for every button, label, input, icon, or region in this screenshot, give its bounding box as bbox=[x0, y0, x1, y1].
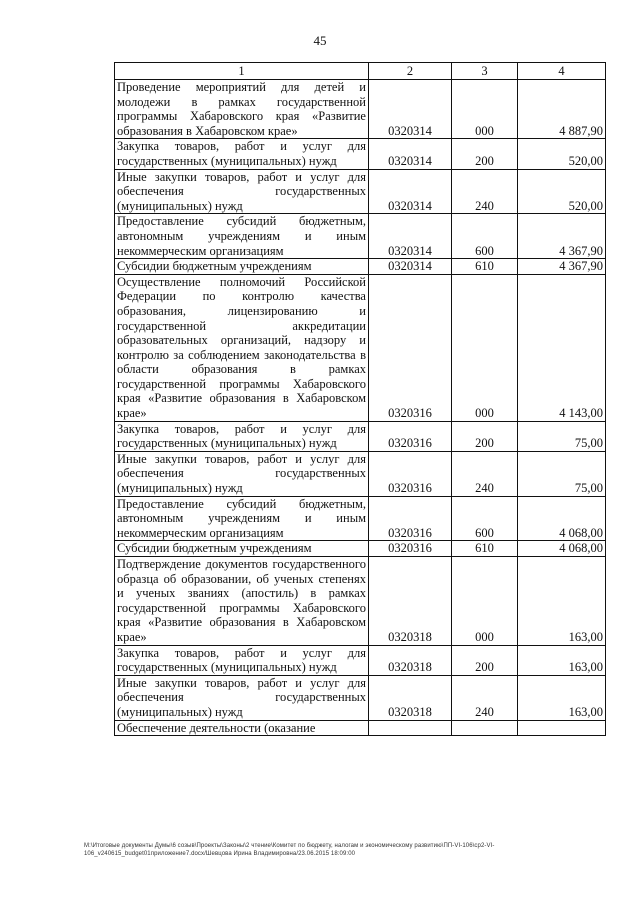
row-target-code: 0320314 bbox=[369, 214, 452, 259]
row-description: Субсидии бюджетным учреждениям bbox=[115, 259, 369, 275]
row-amount: 4 367,90 bbox=[518, 259, 606, 275]
document-path-footer: M:\Итоговые документы Думы\6 созыв\Проекты\Законы\2 чтение\Комитет по бюджету, налогам и экономическому развитию\ПП-VI-106\ср2-VI-106_v240615_budget01приложение7.docx/Шевцова Ирина Владимировна/23.06.2015 18:09:00 bbox=[84, 843, 495, 857]
row-amount: 4 143,00 bbox=[518, 274, 606, 421]
row-target-code: 0320314 bbox=[369, 169, 452, 214]
table-row bbox=[115, 80, 606, 139]
column-header-3: 3 bbox=[452, 63, 518, 80]
row-target-code: 0320314 bbox=[369, 139, 452, 169]
row-amount: 163,00 bbox=[518, 645, 606, 675]
row-target-code: 0320316 bbox=[369, 496, 452, 541]
row-amount: 75,00 bbox=[518, 451, 606, 496]
row-target-code: 0320314 bbox=[369, 259, 452, 275]
table-header-row bbox=[115, 63, 606, 80]
row-amount: 75,00 bbox=[518, 421, 606, 451]
row-expense-type: 610 bbox=[452, 541, 518, 557]
row-amount: 520,00 bbox=[518, 169, 606, 214]
page-number: 45 bbox=[313, 33, 327, 48]
table-row bbox=[115, 274, 606, 421]
row-amount: 4 068,00 bbox=[518, 496, 606, 541]
row-expense-type bbox=[452, 720, 518, 736]
row-expense-type: 600 bbox=[452, 496, 518, 541]
row-expense-type: 240 bbox=[452, 451, 518, 496]
row-expense-type: 600 bbox=[452, 214, 518, 259]
row-expense-type: 200 bbox=[452, 645, 518, 675]
row-target-code: 0320316 bbox=[369, 274, 452, 421]
row-description: Подтверждение документов государственного образца об образовании, об ученых степенях и ученых званиях (апостиль) в рамках государственной программы Хабаровского края «Развитие образования в Хабаровском крае» bbox=[115, 557, 369, 646]
row-amount bbox=[518, 720, 606, 736]
table-row bbox=[115, 541, 606, 557]
row-expense-type: 000 bbox=[452, 557, 518, 646]
table-row bbox=[115, 169, 606, 214]
row-amount: 520,00 bbox=[518, 139, 606, 169]
row-amount: 4 887,90 bbox=[518, 80, 606, 139]
table-row bbox=[115, 451, 606, 496]
row-expense-type: 610 bbox=[452, 259, 518, 275]
row-target-code: 0320316 bbox=[369, 541, 452, 557]
row-description: Иные закупки товаров, работ и услуг для обеспечения государственных (муниципальных) нужд bbox=[115, 451, 369, 496]
row-description: Предоставление субсидий бюджетным, автономным учреждениям и иным некоммерческим организациям bbox=[115, 214, 369, 259]
row-target-code: 0320318 bbox=[369, 675, 452, 720]
row-amount: 4 068,00 bbox=[518, 541, 606, 557]
table-row bbox=[115, 496, 606, 541]
row-target-code bbox=[369, 720, 452, 736]
row-expense-type: 240 bbox=[452, 169, 518, 214]
table-row bbox=[115, 557, 606, 646]
row-target-code: 0320318 bbox=[369, 557, 452, 646]
row-description: Иные закупки товаров, работ и услуг для обеспечения государственных (муниципальных) нужд bbox=[115, 169, 369, 214]
row-target-code: 0320316 bbox=[369, 421, 452, 451]
table-row bbox=[115, 720, 606, 736]
row-description: Осуществление полномочий Российской Федерации по контролю качества образования, лицензированию и государственной аккредитации образовательных организаций, надзору и контролю за соблюдением законодательства в области образования в рамках государственной программы Хабаровского края «Развитие образования в Хабаровском крае» bbox=[115, 274, 369, 421]
column-header-1: 1 bbox=[115, 63, 369, 80]
row-expense-type: 200 bbox=[452, 139, 518, 169]
row-description: Обеспечение деятельности (оказание bbox=[115, 720, 369, 736]
row-expense-type: 240 bbox=[452, 675, 518, 720]
row-amount: 163,00 bbox=[518, 557, 606, 646]
row-target-code: 0320314 bbox=[369, 80, 452, 139]
row-description: Проведение мероприятий для детей и молодежи в рамках государственной программы Хабаровского края «Развитие образования в Хабаровском крае» bbox=[115, 80, 369, 139]
row-expense-type: 000 bbox=[452, 274, 518, 421]
table-row bbox=[115, 645, 606, 675]
row-description: Закупка товаров, работ и услуг для государственных (муниципальных) нужд bbox=[115, 421, 369, 451]
budget-table bbox=[114, 62, 606, 736]
row-amount: 4 367,90 bbox=[518, 214, 606, 259]
table-row bbox=[115, 259, 606, 275]
row-description: Закупка товаров, работ и услуг для государственных (муниципальных) нужд bbox=[115, 139, 369, 169]
row-expense-type: 000 bbox=[452, 80, 518, 139]
row-description: Предоставление субсидий бюджетным, автономным учреждениям и иным некоммерческим организациям bbox=[115, 496, 369, 541]
row-expense-type: 200 bbox=[452, 421, 518, 451]
row-amount: 163,00 bbox=[518, 675, 606, 720]
table-row bbox=[115, 421, 606, 451]
row-description: Закупка товаров, работ и услуг для государственных (муниципальных) нужд bbox=[115, 645, 369, 675]
table-row bbox=[115, 675, 606, 720]
column-header-4: 4 bbox=[518, 63, 606, 80]
row-description: Субсидии бюджетным учреждениям bbox=[115, 541, 369, 557]
table-row bbox=[115, 214, 606, 259]
row-target-code: 0320316 bbox=[369, 451, 452, 496]
table-row bbox=[115, 139, 606, 169]
row-description: Иные закупки товаров, работ и услуг для обеспечения государственных (муниципальных) нужд bbox=[115, 675, 369, 720]
column-header-2: 2 bbox=[369, 63, 452, 80]
row-target-code: 0320318 bbox=[369, 645, 452, 675]
